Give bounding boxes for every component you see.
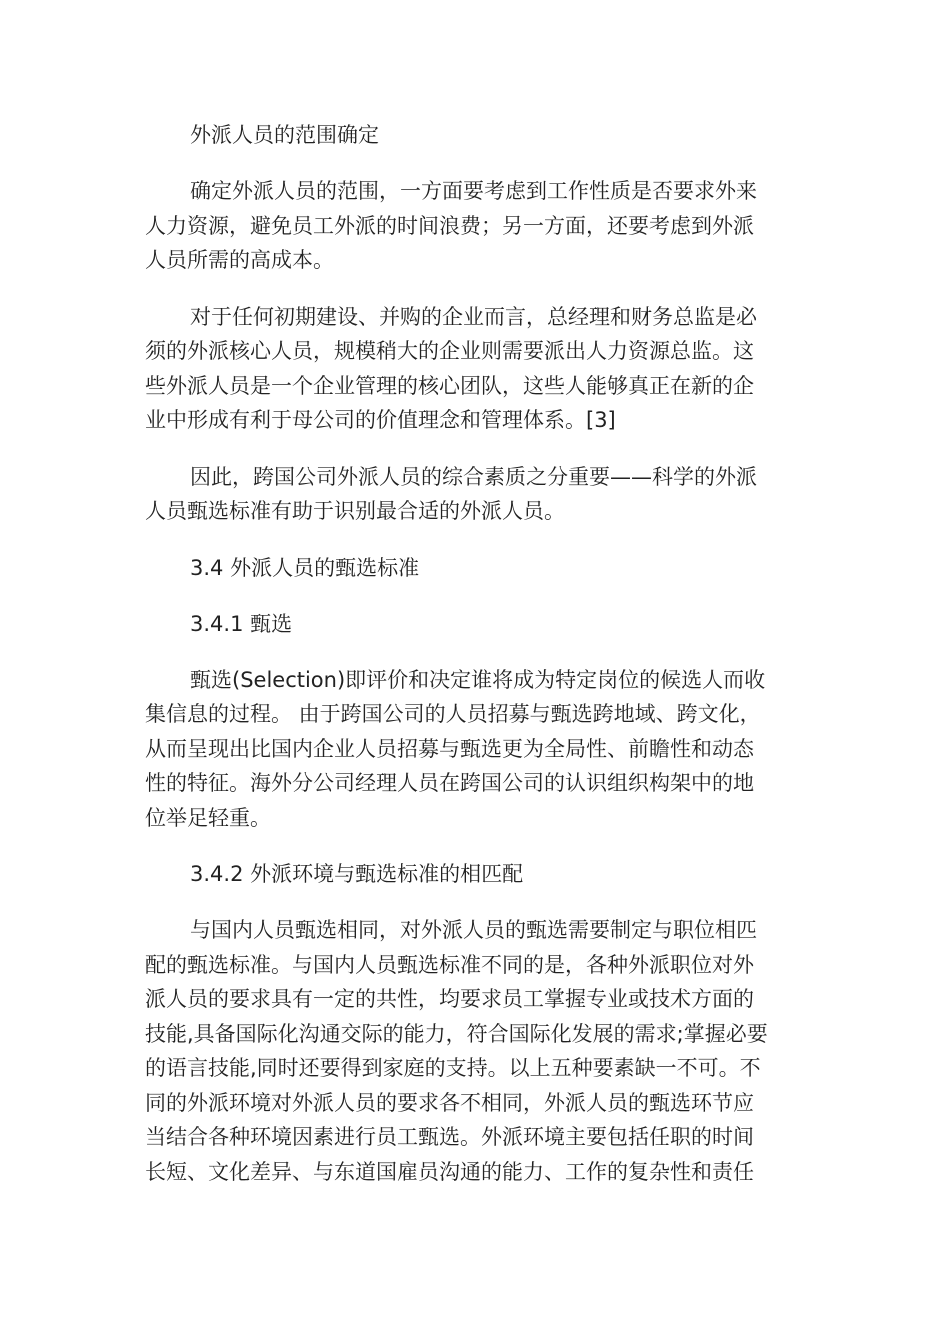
text-line: 的语言技能,同时还要得到家庭的支持。以上五种要素缺一不可。不 <box>145 1056 761 1080</box>
text-line: 人员甄选标准有助于识别最合适的外派人员。 <box>145 499 565 523</box>
text-line: 技能,具备国际化沟通交际的能力，符合国际化发展的需求;掌握必要 <box>145 1021 768 1046</box>
paragraph-conclusion <box>145 460 805 529</box>
text-line: 集信息的过程。 由于跨国公司的人员招募与甄选跨地域、跨文化， <box>145 702 761 726</box>
document-body <box>145 118 805 1189</box>
text-line: 长短、文化差异、与东道国雇员沟通的能力、工作的复杂性和责任 <box>145 1159 754 1184</box>
text-line: 配的甄选标准。与国内人员甄选标准不同的是，各种外派职位对外 <box>145 952 754 977</box>
text-line: 性的特征。海外分公司经理人员在跨国公司的认识组织构架中的地 <box>145 771 754 795</box>
text-line: 位举足轻重。 <box>145 805 271 830</box>
text-line: 人员所需的高成本。 <box>145 248 334 272</box>
text-line: 确定外派人员的范围，一方面要考虑到工作性质是否要求外来 <box>190 179 757 203</box>
paragraph-core-staff <box>145 300 805 438</box>
paragraph-environment <box>145 913 805 1189</box>
text-line: 派人员的要求具有一定的共性，均要求员工掌握专业或技术方面的 <box>145 987 754 1011</box>
section-heading-3-4: 3.4 外派人员的甄选标准 <box>190 555 420 580</box>
text-line: 从而呈现出比国内企业人员招募与甄选更为全局性、前瞻性和动态 <box>145 736 754 761</box>
section-heading-scope: 外派人员的范围确定 <box>190 123 379 147</box>
text-line: 须的外派核心人员，规模稍大的企业则需要派出人力资源总监。这 <box>145 339 754 363</box>
text-line: 当结合各种环境因素进行员工甄选。外派环境主要包括任职的时间 <box>145 1125 754 1149</box>
section-heading-3-4-2: 3.4.2 外派环境与甄选标准的相匹配 <box>190 862 524 886</box>
text-line: 些外派人员是一个企业管理的核心团队，这些人能够真正在新的企 <box>145 373 754 398</box>
text-line: 与国内人员甄选相同，对外派人员的甄选需要制定与职位相匹 <box>190 918 757 942</box>
text-line: 人力资源，避免员工外派的时间浪费；另一方面，还要考虑到外派 <box>145 213 754 238</box>
section-heading-3-4-1: 3.4.1 甄选 <box>190 611 293 636</box>
text-line: 同的外派环境对外派人员的要求各不相同，外派人员的甄选环节应 <box>145 1090 754 1115</box>
paragraph-selection <box>145 663 805 836</box>
text-line: 对于任何初期建设、并购的企业而言，总经理和财务总监是必 <box>190 304 757 329</box>
text-line: 业中形成有利于母公司的价值理念和管理体系。[3] <box>145 408 616 432</box>
text-line: 甄选(Selection)即评价和决定谁将成为特定岗位的候选人而收 <box>190 667 766 692</box>
text-line: 因此，跨国公司外派人员的综合素质之分重要——科学的外派 <box>190 464 757 489</box>
paragraph-scope <box>145 174 805 278</box>
